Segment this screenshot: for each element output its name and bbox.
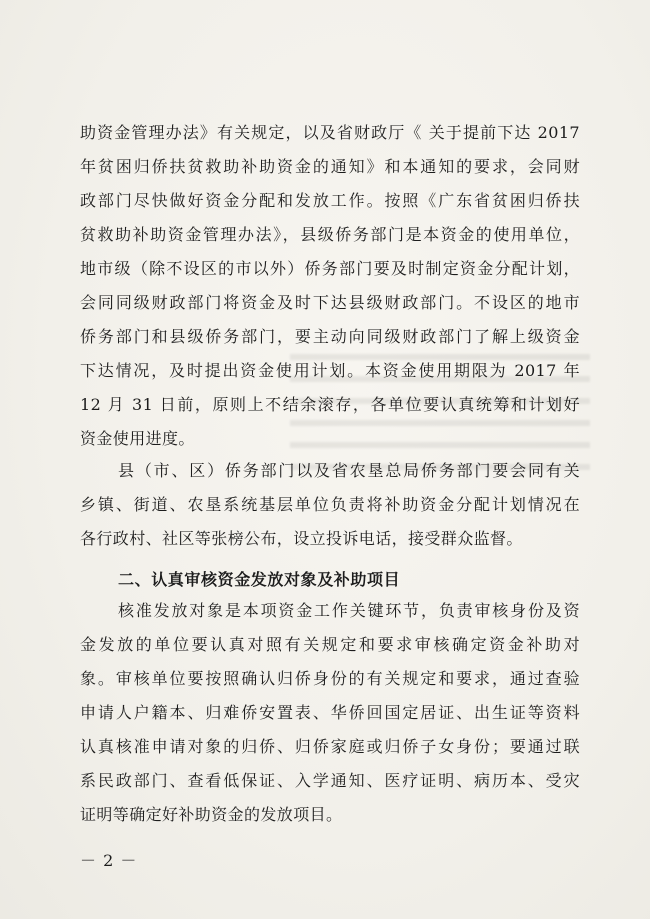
paragraph-1	[80, 116, 580, 456]
text-line: 象。审核单位要按照确认归侨身份的有关规定和要求，通过查验	[80, 669, 580, 688]
text-line: 县（市、区）侨务部门以及省农垦总局侨务部门要会同有关	[118, 461, 580, 480]
text-line: 会同同级财政部门将资金及时下达县级财政部门。不设区的地市	[80, 293, 580, 312]
text-line: 乡镇、街道、农垦系统基层单位负责将补助资金分配计划情况在	[80, 495, 580, 514]
text-line: 系民政部门、查看低保证、入学通知、医疗证明、病历本、受灾	[80, 771, 580, 790]
text-line: 助资金管理办法》有关规定，以及省财政厅《 关于提前下达 2017	[80, 123, 580, 142]
text-line: 核准发放对象是本项资金工作关键环节，负责审核身份及资	[118, 601, 580, 620]
text-line: 金发放的单位要认真对照有关规定和要求审核确定资金补助对	[80, 635, 580, 654]
text-line: 年贫困归侨扶贫救助补助资金的通知》和本通知的要求，会同财	[80, 157, 580, 176]
text-line: 证明等确定好补助资金的发放项目。	[80, 805, 343, 824]
text-line: 地市级（除不设区的市以外）侨务部门要及时制定资金分配计划，	[80, 259, 580, 278]
text-line: 资金使用进度。	[80, 429, 195, 448]
text-line: 贫救助补助资金管理办法》，县级侨务部门是本资金的使用单位，	[80, 225, 580, 244]
paragraph-3	[80, 594, 580, 832]
text-line: 申请人户籍本、归难侨安置表、华侨回国定居证、出生证等资料	[80, 703, 580, 722]
section-heading: 二、认真审核资金发放对象及补助项目	[118, 570, 401, 589]
text-line: 政部门尽快做好资金分配和发放工作。按照《广东省贫困归侨扶	[80, 191, 580, 210]
text-line: 各行政村、社区等张榜公布，设立投诉电话，接受群众监督。	[80, 529, 523, 548]
text-line: 下达情况，及时提出资金使用计划。本资金使用期限为 2017 年	[80, 361, 580, 380]
text-line: 认真核准申请对象的归侨、归侨家庭或归侨子女身份；要通过联	[80, 737, 580, 756]
text-line: 侨务部门和县级侨务部门，要主动向同级财政部门了解上级资金	[80, 327, 580, 346]
text-line: 12 月 31 日前，原则上不结余滚存，各单位要认真统筹和计划好	[80, 395, 580, 414]
page-number: － 2 －	[80, 851, 138, 870]
paragraph-2	[80, 454, 580, 556]
